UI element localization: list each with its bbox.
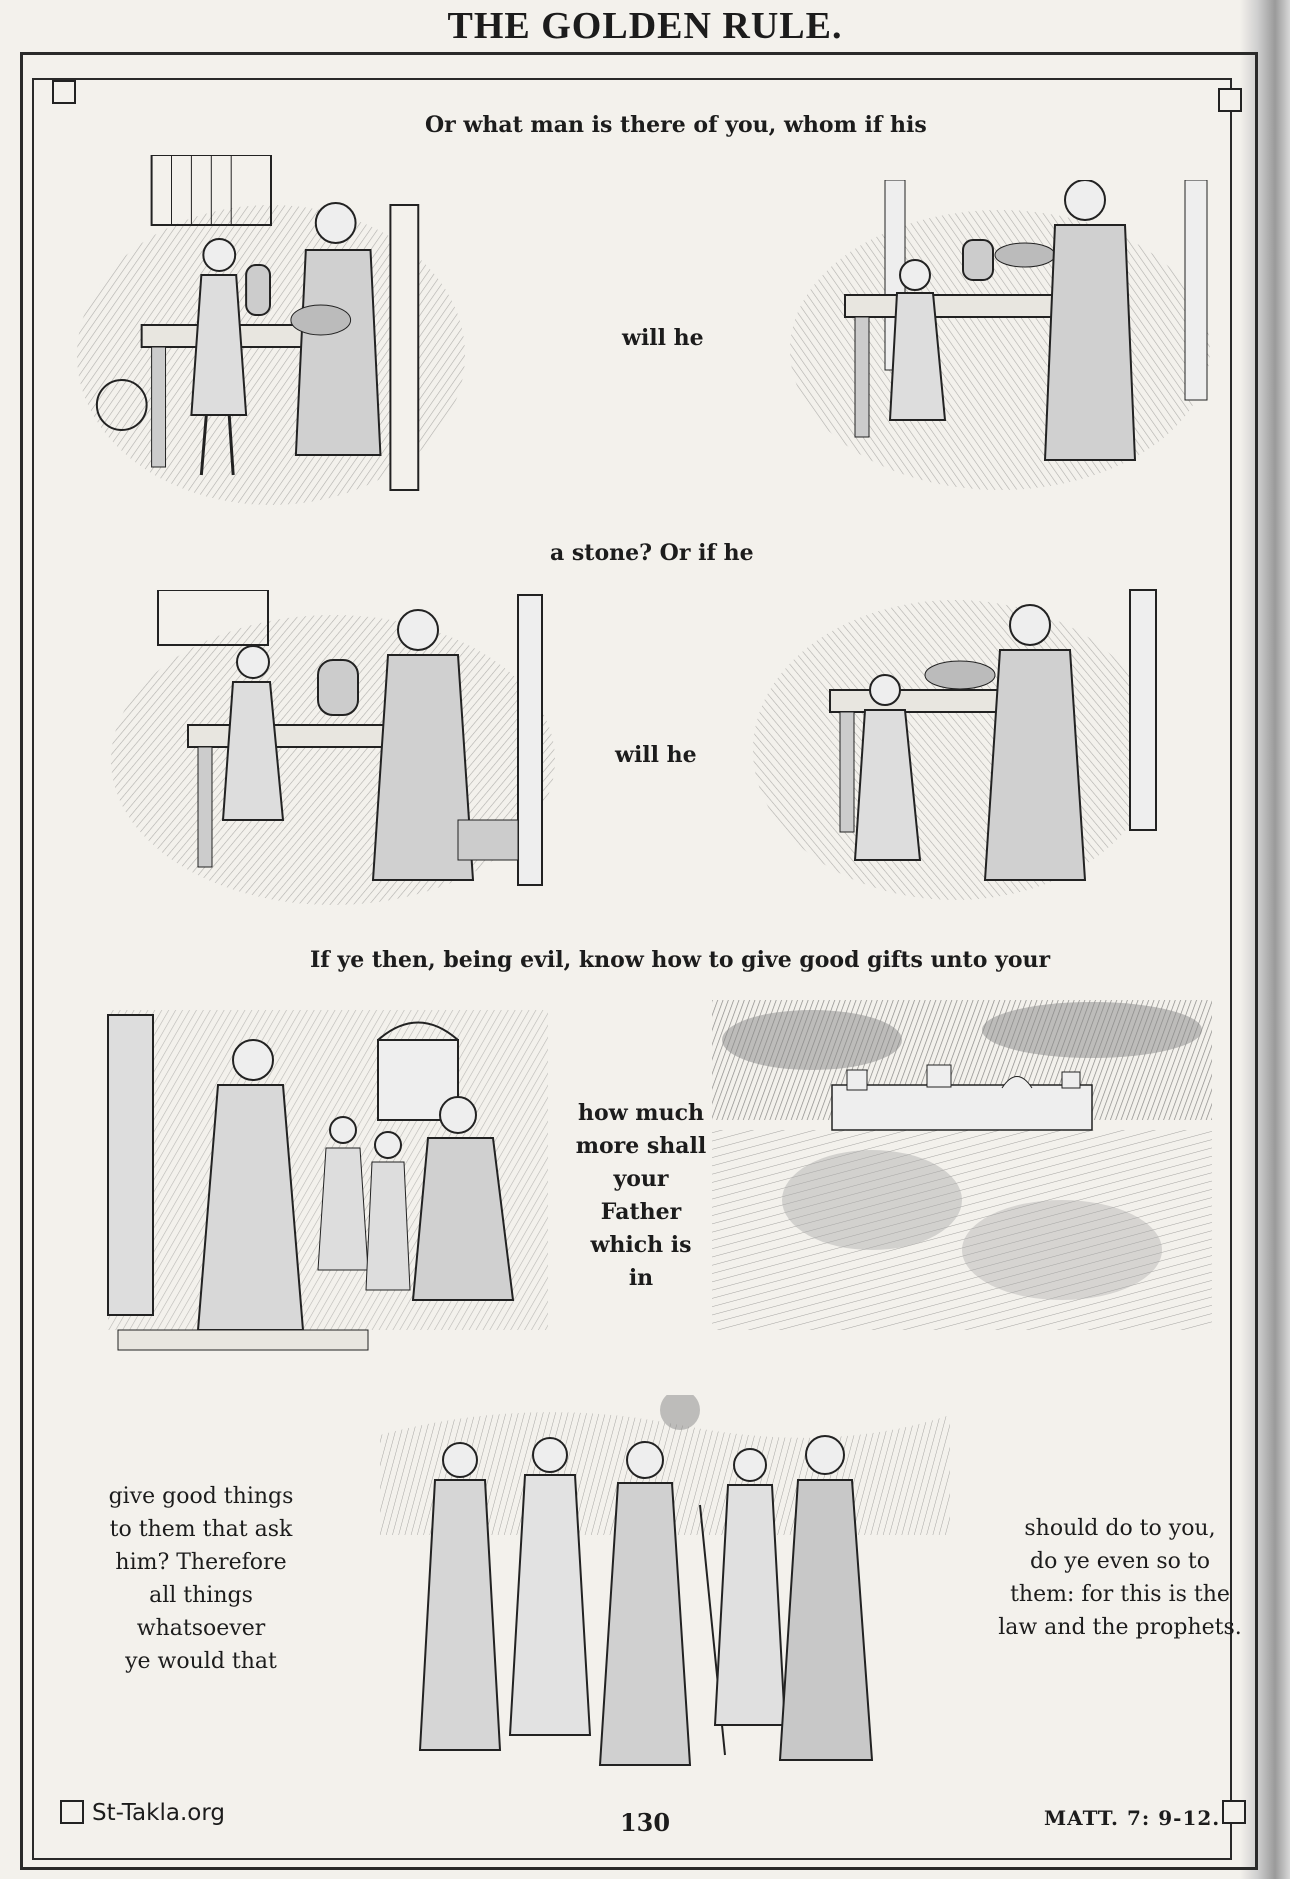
corner-ornament-top-right	[1218, 88, 1242, 112]
right-verse-block	[995, 1512, 1245, 1644]
scripture-reference: MATT. 7: 9-12.	[1044, 1806, 1221, 1830]
middle-line-1: how much	[578, 1100, 704, 1126]
illustration-father-gives-gifts	[98, 1000, 568, 1365]
right-line-4: law and the prophets.	[998, 1615, 1242, 1640]
illustration-boy-asks-bread	[72, 155, 470, 510]
page-title: THE GOLDEN RULE.	[447, 5, 843, 47]
illustration-disciples	[380, 1395, 950, 1780]
verse-line-2: will he	[622, 325, 704, 351]
middle-line-4: Father	[600, 1199, 682, 1225]
left-line-5: whatsoever	[136, 1616, 266, 1641]
illustration-father-gives-bread	[785, 180, 1215, 495]
left-line-3: him? Therefore	[115, 1550, 287, 1575]
watermark: St-Takla.org	[92, 1800, 225, 1826]
middle-line-2: more shall	[575, 1133, 707, 1159]
verse-line-1: Or what man is there of you, whom if his	[425, 112, 927, 138]
illustration-boy-asks-fish	[108, 590, 563, 910]
left-verse-block	[92, 1480, 310, 1678]
middle-verse-block	[575, 1097, 707, 1295]
left-line-1: give good things	[108, 1484, 294, 1509]
verse-line-4: will he	[615, 742, 697, 768]
verse-line-5: If ye then, being evil, know how to give good gifts unto your	[310, 947, 1051, 973]
right-line-3: them: for this is the	[1010, 1582, 1230, 1607]
illustration-father-gives-fish	[750, 580, 1162, 905]
right-line-2: do ye even so to	[1029, 1549, 1210, 1574]
right-line-1: should do to you,	[1024, 1516, 1216, 1541]
middle-line-3: your	[613, 1166, 669, 1192]
verse-line-3: a stone? Or if he	[550, 540, 754, 566]
middle-line-5: which is in	[590, 1232, 692, 1291]
illustration-heavenly-city	[712, 1000, 1212, 1330]
left-line-6: ye would that	[125, 1649, 277, 1674]
page-number: 130	[619, 1808, 671, 1837]
corner-ornament-top-left	[52, 80, 76, 104]
left-line-4: all things	[149, 1583, 253, 1608]
left-line-2: to them that ask	[109, 1517, 293, 1542]
